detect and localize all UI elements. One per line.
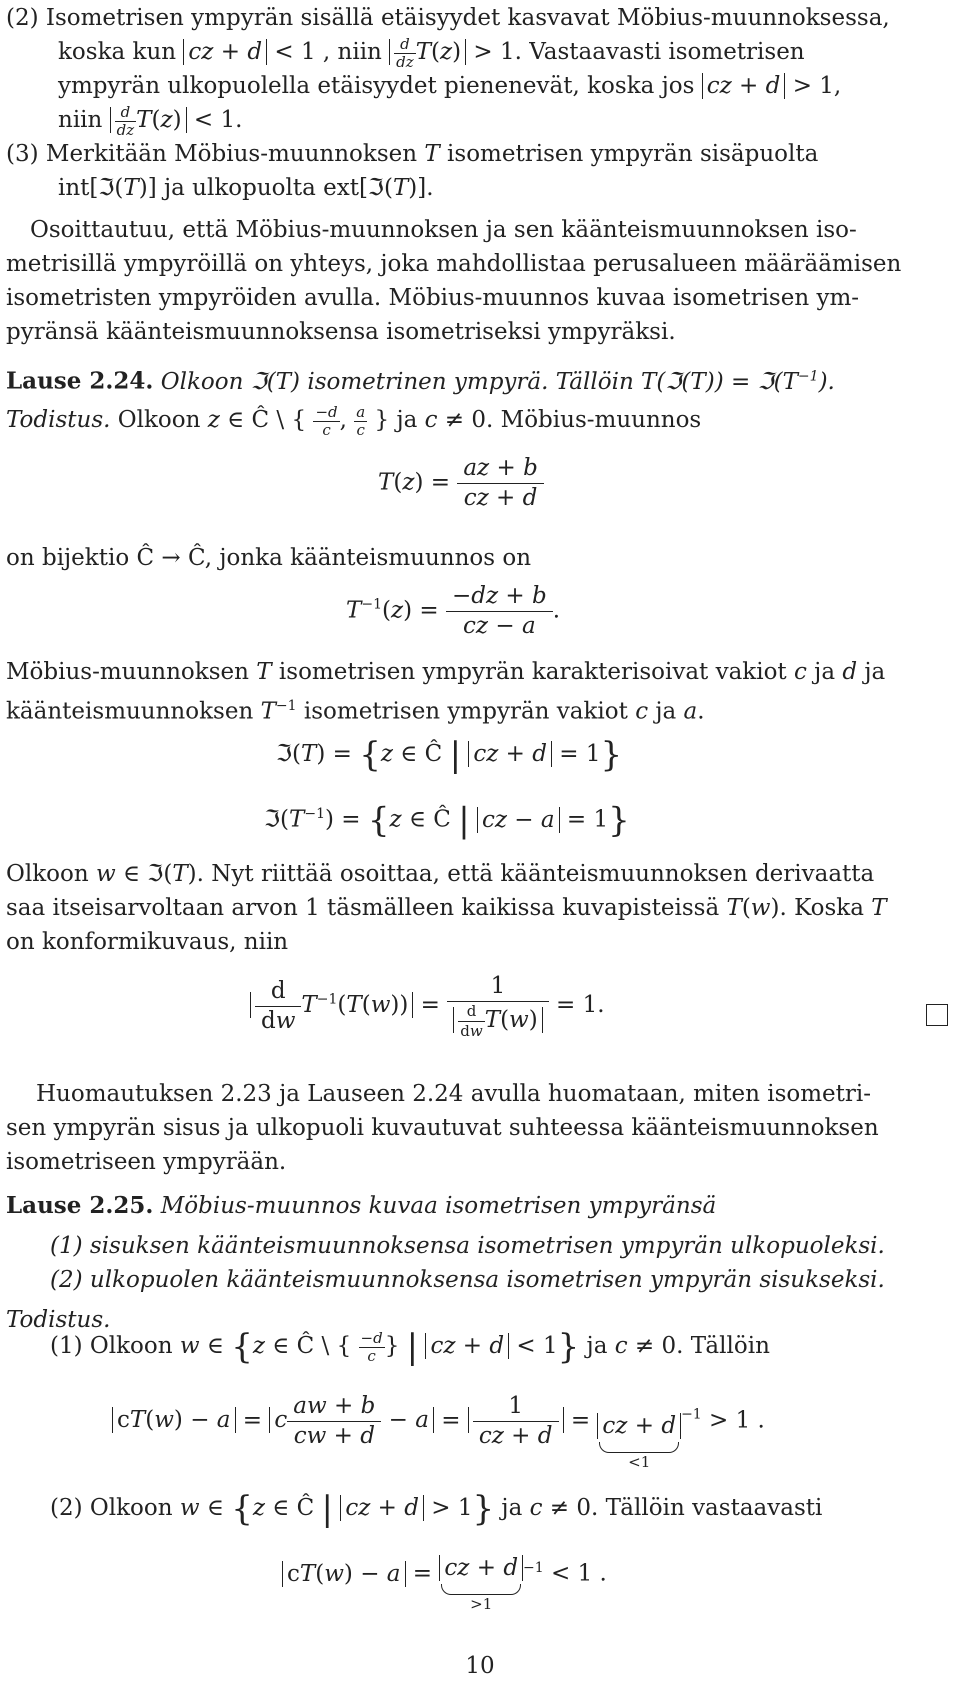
paragraph-2-line-2: sen ympyrän sisus ja ulkopuoli kuvautuvat suhteessa käänteismuunnoksen: [6, 1115, 879, 1141]
paragraph-1-line-3: isometristen ympyröiden avulla. Möbius-muunnos kuvaa isometrisen ym-: [6, 285, 860, 311]
proof-label: Todistus.: [6, 407, 111, 433]
item-2-line-3: ympyrän ulkopuolella etäisyydet pienenevät, koska jos cz + d > 1,: [58, 73, 842, 99]
theorem-label: Lause 2.24.: [6, 367, 154, 395]
qed-square: [926, 1004, 948, 1026]
theorem-item-1: (1) sisuksen käänteismuunnoksensa isometrisen ympyrän ulkopuoleksi.: [50, 1233, 885, 1259]
proof-line-4: käänteismuunnoksen $T^{-1}$ isometrisen ympyrän vakiot c ja a.: [6, 698, 705, 725]
theorem-2-24: Lause 2.24. Olkoon ℑ(T) isometrinen ympyrä. Tällöin T(ℑ(T)) = $ℑ(T^{-1})$.: [6, 367, 835, 395]
item-2-line-2: koska kun cz + d < 1 , niin $\frac{d}{dz}$ T(z) > 1. Vastaavasti isometrisen: [58, 35, 805, 71]
equation-derivative: $\frac{d}{dw}$ $T^{-1}(T(w))$ = 1 $\frac{d}{dw}$ T(w) = 1.: [250, 972, 605, 1040]
equation-T: T(z) = $\frac{az + b}{cz + d}$: [378, 454, 544, 513]
brace-label-1: <1: [628, 1453, 651, 1471]
proof-line-5: Olkoon w ∈ ℑ(T). Nyt riittää osoittaa, että käänteismuunnoksen derivaatta: [6, 861, 875, 887]
proof-2-label: Todistus.: [6, 1307, 111, 1333]
paragraph-2-line-3: isometriseen ympyrään.: [6, 1149, 287, 1175]
proof-line-6: saa itseisarvoltaan arvon 1 täsmälleen kaikissa kuvapisteissä T(w). Koska T: [6, 895, 887, 921]
brace-label-2: >1: [470, 1595, 493, 1613]
equation-isometric-circle-T-inverse: $ℑ(T^{-1}) = \{z$ ∈ Ĉ | cz − a = 1}: [264, 800, 630, 841]
item-3-line-1: (3) Merkitään Möbius-muunnoksen T isometrisen ympyrän sisäpuolta: [6, 141, 819, 167]
equation-case-1: cT(w) − a = c $\frac{aw + b}{cw + d}$ − a = $\frac{1}{cz + d}$ = cz + d <1 $^{-1}$ > 1 .: [112, 1392, 765, 1471]
item-3-line-2: int[ℑ(T)] ja ulkopuolta ext[ℑ(T)].: [58, 175, 434, 201]
theorem-item-2: (2) ulkopuolen käänteismuunnoksensa isometrisen ympyrän sisukseksi.: [50, 1267, 885, 1293]
item-2-line-4: niin $\frac{d}{dz}$ T(z) < 1.: [58, 103, 243, 139]
proof-2-case-2: (2) Olkoon w ∈ {z ∈ Ĉ | cz + d > 1} ja c ≠ 0. Tällöin vastaavasti: [50, 1489, 823, 1529]
paragraph-1-line-1: Osoittautuu, että Möbius-muunnoksen ja sen käänteismuunnoksen iso-: [30, 217, 857, 243]
paragraph-2-line-1: Huomautuksen 2.23 ja Lauseen 2.24 avulla huomataan, miten isometri-: [36, 1081, 872, 1107]
page-number: 10: [465, 1653, 495, 1679]
proof-2-case-1: (1) Olkoon w ∈ {z ∈ Ĉ \ { $\frac{-d}{c}$ } | cz + d < 1} ja c ≠ 0. Tällöin: [50, 1327, 770, 1367]
equation-T-inverse: $T^{-1}(z)$ = $\frac{-dz + b}{cz - a}$ .: [346, 583, 561, 639]
item-2-line-1: (2) Isometrisen ympyrän sisällä etäisyydet kasvavat Möbius-muunnoksessa,: [6, 5, 890, 31]
proof-line-3: Möbius-muunnoksen T isometrisen ympyrän karakterisoivat vakiot c ja d ja: [6, 659, 886, 685]
proof-line-1: Todistus. Olkoon z ∈ Ĉ \ { $\frac{-d}{c}$ , $\frac{a}{c}$ } ja c ≠ 0. Möbius-muunnos: [6, 403, 702, 439]
paragraph-1-line-2: metrisillä ympyröillä on yhteys, joka mahdollistaa perusalueen määräämisen: [6, 251, 902, 277]
proof-line-2: on bijektio Ĉ → Ĉ, jonka käänteismuunnos on: [6, 545, 532, 571]
equation-case-2: cT(w) − a = cz + d >1 $^{-1}$ < 1 .: [282, 1552, 607, 1613]
proof-line-7: on konformikuvaus, niin: [6, 929, 289, 955]
theorem-2-25: Lause 2.25. Möbius-muunnos kuvaa isometrisen ympyränsä: [6, 1192, 717, 1219]
paragraph-1-line-4: pyränsä käänteismuunnoksensa isometriseksi ympyräksi.: [6, 319, 676, 345]
theorem-label: Lause 2.25.: [6, 1192, 154, 1219]
equation-isometric-circle-T: ℑ(T) = {z ∈ Ĉ | cz + d = 1}: [276, 735, 623, 775]
